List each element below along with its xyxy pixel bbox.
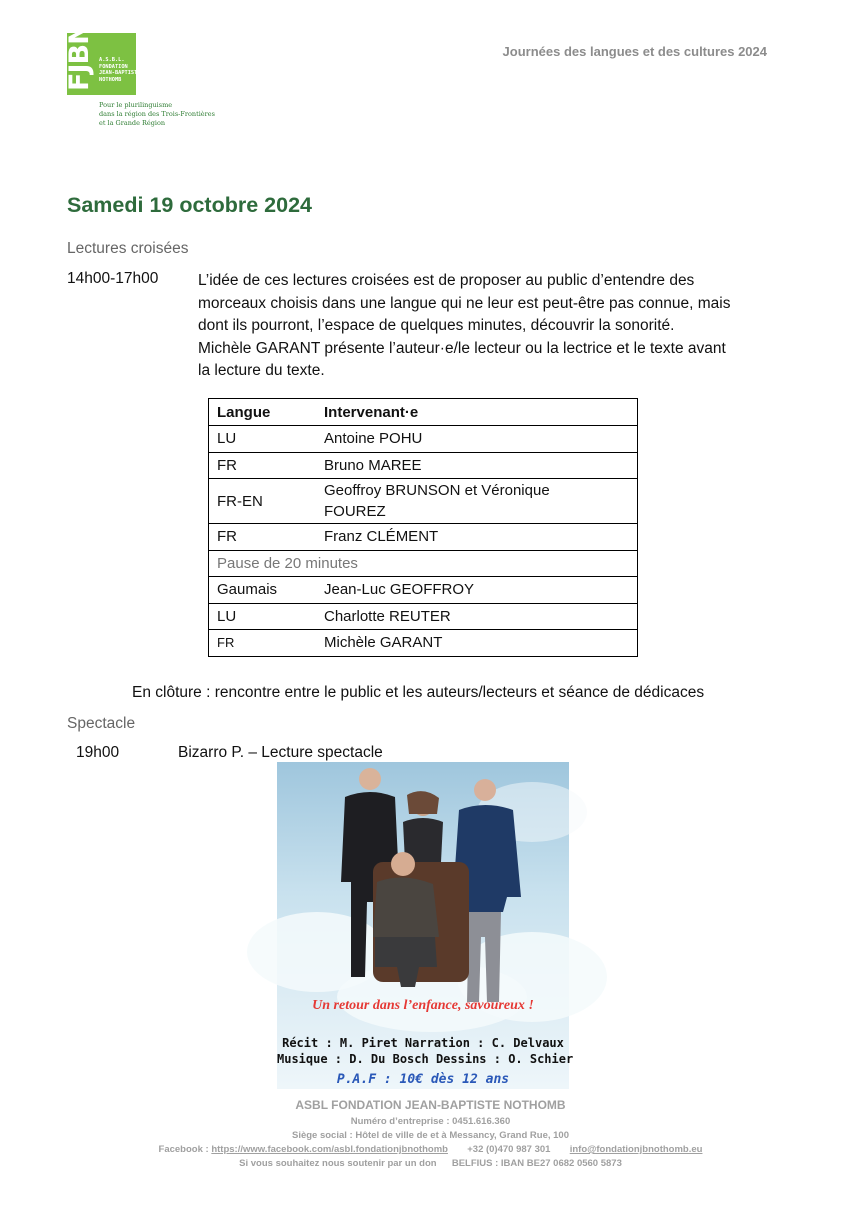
column-header-langue: Langue <box>209 399 317 426</box>
poster-credits: Musique : D. Du Bosch Dessins : O. Schier <box>277 1052 574 1066</box>
cell-language: LU <box>209 426 317 453</box>
cell-language: FR <box>209 452 317 479</box>
spectacle-time: 19h00 <box>76 744 120 761</box>
readers-table <box>208 398 638 657</box>
header-title: Journées des langues et des cultures 2024 <box>502 44 767 59</box>
spectacle-poster <box>277 762 574 1089</box>
footer-contact-line <box>0 1144 861 1155</box>
pause-cell: Pause de 20 minutes <box>209 550 638 577</box>
table-header-row <box>209 399 638 426</box>
spectacle-title: Bizarro P. – Lecture spectacle <box>178 744 383 761</box>
facebook-link[interactable]: https://www.facebook.com/asbl.fondationjbnothomb <box>211 1144 448 1155</box>
page-title: Samedi 19 octobre 2024 <box>67 193 312 217</box>
email-link[interactable]: info@fondationjbnothomb.eu <box>569 1144 703 1155</box>
table-row <box>209 577 638 604</box>
poster-credits: Récit : M. Piret Narration : C. Delvaux <box>282 1036 564 1050</box>
table-row <box>209 524 638 551</box>
cell-speaker: Franz CLÉMENT <box>316 524 638 551</box>
cell-speaker: Michèle GARANT <box>316 630 638 657</box>
cell-speaker: Geoffroy BRUNSON et Véronique FOUREZ <box>316 479 638 524</box>
lectures-description: L’idée de ces lectures croisées est de proposer au public d’entendre des morceaux choisis dans une langue qui ne leur est peut-être pas connue, mais dont ils pourront, l’espace de quelques minutes, découvrir la sonorité. Michèle GARANT présente l’auteur·e/le lecteur ou la lectrice et le texte avant la lecture du texte. <box>198 272 731 379</box>
cell-speaker: Antoine POHU <box>316 426 638 453</box>
footer-support-line <box>0 1158 861 1169</box>
footer-company-number: Numéro d’entreprise : 0451.616.360 <box>350 1116 511 1127</box>
fjbn-logo <box>64 23 141 95</box>
logo-letters: FJBN <box>64 23 95 91</box>
table-row <box>209 479 638 524</box>
cell-speaker: Jean-Luc GEOFFROY <box>316 577 638 604</box>
cell-language: LU <box>209 603 317 630</box>
cell-language: FR-EN <box>209 479 317 524</box>
cell-language: FR <box>209 524 317 551</box>
table-row <box>209 603 638 630</box>
poster-tagline: Un retour dans l’enfance, savoureux ! <box>312 998 534 1013</box>
closing-note: En clôture : rencontre entre le public et les auteurs/lecteurs et séance de dédicaces <box>132 684 705 701</box>
lectures-time: 14h00-17h00 <box>67 270 159 287</box>
footer-iban: BELFIUS : IBAN BE27 0682 0560 5873 <box>451 1158 622 1169</box>
poster-price: P.A.F : 10€ dès 12 ans <box>336 1072 510 1087</box>
table-row <box>209 630 638 657</box>
column-header-intervenant: Intervenant·e <box>316 399 638 426</box>
footer-seat: Siège social : Hôtel de ville de et à Messancy, Grand Rue, 100 <box>291 1130 570 1141</box>
footer-facebook-label: Facebook : <box>158 1144 209 1155</box>
footer-org: ASBL FONDATION JEAN-BAPTISTE NOTHOMB <box>295 1098 566 1112</box>
table-row-pause <box>209 550 638 577</box>
table-row <box>209 426 638 453</box>
logo-text: A.S.B.L. FONDATION JEAN-BAPTISTE NOTHOMB <box>99 57 141 83</box>
section-label-spectacle: Spectacle <box>67 715 136 732</box>
table-row <box>209 452 638 479</box>
cell-language: Gaumais <box>209 577 317 604</box>
performers-photo <box>277 762 569 1002</box>
footer-phone: +32 (0)470 987 301 <box>467 1144 551 1155</box>
cell-speaker: Bruno MAREE <box>316 452 638 479</box>
logo-tagline: Pour le plurilinguisme dans la région des Trois-Frontières et la Grande Région <box>99 101 215 127</box>
cell-speaker: Charlotte REUTER <box>316 603 638 630</box>
footer-support: Si vous souhaitez nous soutenir par un don <box>239 1158 437 1169</box>
cell-language: FR <box>209 630 317 657</box>
section-label-lectures: Lectures croisées <box>67 240 189 257</box>
